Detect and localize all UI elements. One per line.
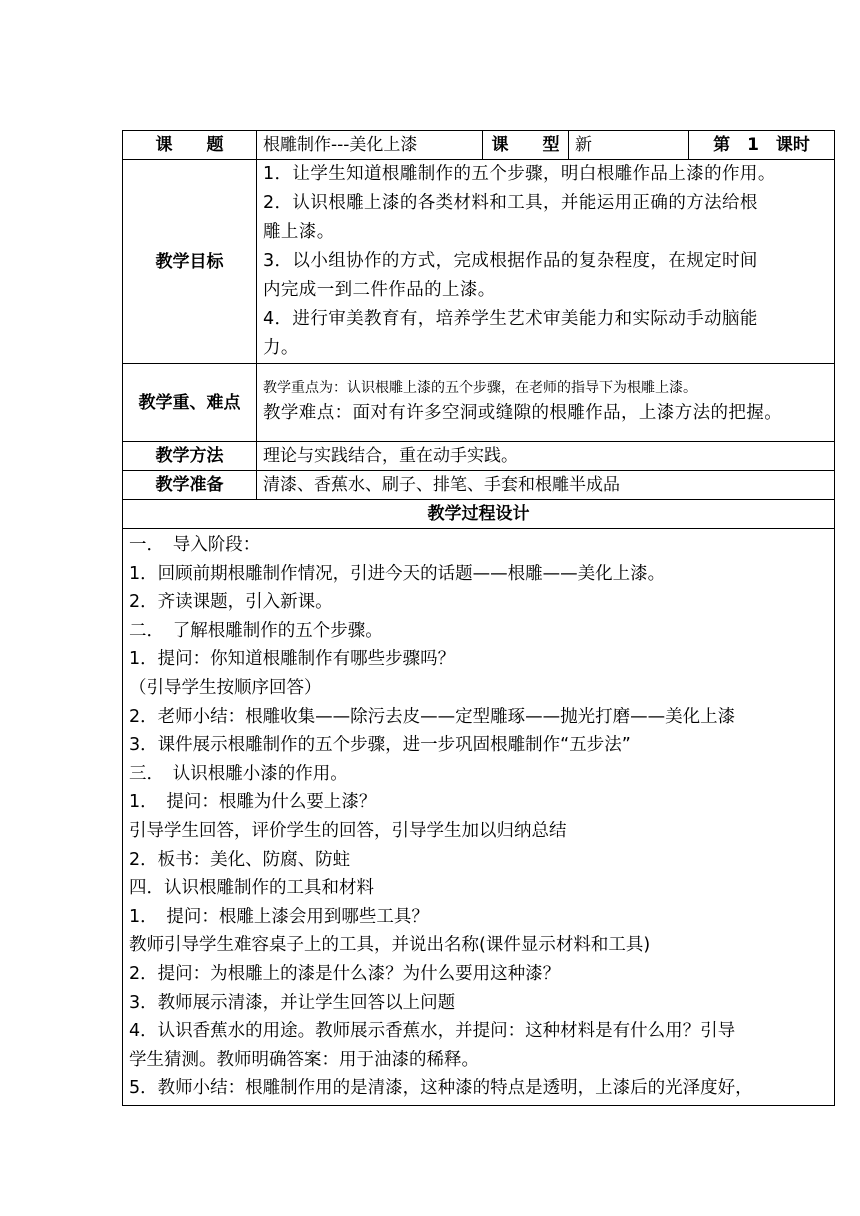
process-title-row: [123, 500, 835, 529]
process-line: 一． 导入阶段：: [129, 535, 261, 555]
process-line: 1． 提问：根雕上漆会用到哪些工具？: [129, 906, 429, 927]
process-line: 2．提问：为根雕上的漆是什么漆？为什么要用这种漆？: [129, 963, 561, 984]
objective-line: 雕上漆。: [263, 222, 335, 242]
objective-line: 1．让学生知道根雕制作的五个步骤，明白根雕作品上漆的作用。: [263, 164, 776, 184]
preparation-row: [123, 471, 835, 500]
key-points-label: 教学重、难点: [123, 364, 257, 442]
process-line: 二． 了解根雕制作的五个步骤。: [129, 620, 383, 641]
process-line: 2．老师小结：根雕收集——除污去皮——定型雕琢——抛光打磨——美化上漆: [129, 706, 736, 727]
key-points-row: [123, 364, 835, 442]
process-title: 教学过程设计: [123, 500, 835, 529]
process-line: 学生猜测。教师明确答案：用于油漆的稀释。: [129, 1049, 479, 1070]
process-line: 引导学生回答，评价学生的回答，引导学生加以归纳总结: [129, 820, 567, 841]
process-line: 2．板书：美化、防腐、防蛀: [129, 849, 351, 870]
key-points-content: [257, 364, 835, 442]
type-label: 课 型: [483, 131, 569, 160]
method-row: [123, 442, 835, 471]
process-lines: [129, 531, 828, 1103]
process-line: （引导学生按顺序回答）: [129, 677, 322, 698]
topic-label: 课 题: [123, 131, 257, 160]
process-line: 2．齐读课题，引入新课。: [129, 592, 333, 613]
method-label: 教学方法: [123, 442, 257, 471]
objective-line: 2．认识根雕上漆的各类材料和工具，并能运用正确的方法给根: [263, 193, 758, 213]
lesson-plan-page: [122, 130, 834, 1106]
process-line: 1． 提问：根雕为什么要上漆？: [129, 792, 377, 813]
objective-line: 4．进行审美教育有，培养学生艺术审美能力和实际动手动脑能: [263, 309, 758, 329]
period-label: 第 1 课时: [689, 131, 835, 160]
objectives-label: 教学目标: [123, 160, 257, 364]
process-line: 5．教师小结：根雕制作用的是清漆，这种漆的特点是透明，上漆后的光泽度好，: [129, 1078, 753, 1099]
lesson-plan-table: [122, 130, 835, 1106]
objective-line: 3．以小组协作的方式，完成根据作品的复杂程度，在规定时间: [263, 251, 758, 271]
process-line: 1．回顾前期根雕制作情况，引进今天的话题——根雕——美化上漆。: [129, 563, 666, 584]
process-line: 四．认识根雕制作的工具和材料: [129, 878, 374, 899]
objectives-content: [257, 160, 835, 364]
topic-value: 根雕制作---美化上漆: [257, 131, 483, 160]
process-row: [123, 529, 835, 1106]
teaching-difficulty: 教学难点：面对有许多空洞或缝隙的根雕作品，上漆方法的把握。: [263, 403, 783, 423]
process-line: 教师引导学生难容桌子上的工具，并说出名称(课件显示材料和工具): [129, 935, 651, 956]
process-line: 4．认识香蕉水的用途。教师展示香蕉水，并提问：这种材料是有什么用？引导: [129, 1021, 736, 1042]
teaching-focus: 教学重点为：认识根雕上漆的五个步骤，在老师的指导下为根雕上漆。: [263, 380, 697, 396]
process-line: 1．提问：你知道根雕制作有哪些步骤吗？: [129, 649, 456, 670]
header-row: [123, 131, 835, 160]
objectives-row: [123, 160, 835, 364]
objective-line: 力。: [263, 338, 299, 358]
objective-line: 内完成一到二件作品的上漆。: [263, 280, 496, 300]
process-content: [123, 529, 835, 1106]
type-value: 新: [569, 131, 689, 160]
process-line: 三． 认识根雕小漆的作用。: [129, 763, 348, 784]
preparation-value: 清漆、香蕉水、刷子、排笔、手套和根雕半成品: [257, 471, 835, 500]
process-line: 3．课件展示根雕制作的五个步骤，进一步巩固根雕制作“五步法”: [129, 735, 631, 756]
process-line: 3．教师展示清漆，并让学生回答以上问题: [129, 992, 456, 1013]
preparation-label: 教学准备: [123, 471, 257, 500]
method-value: 理论与实践结合，重在动手实践。: [257, 442, 835, 471]
